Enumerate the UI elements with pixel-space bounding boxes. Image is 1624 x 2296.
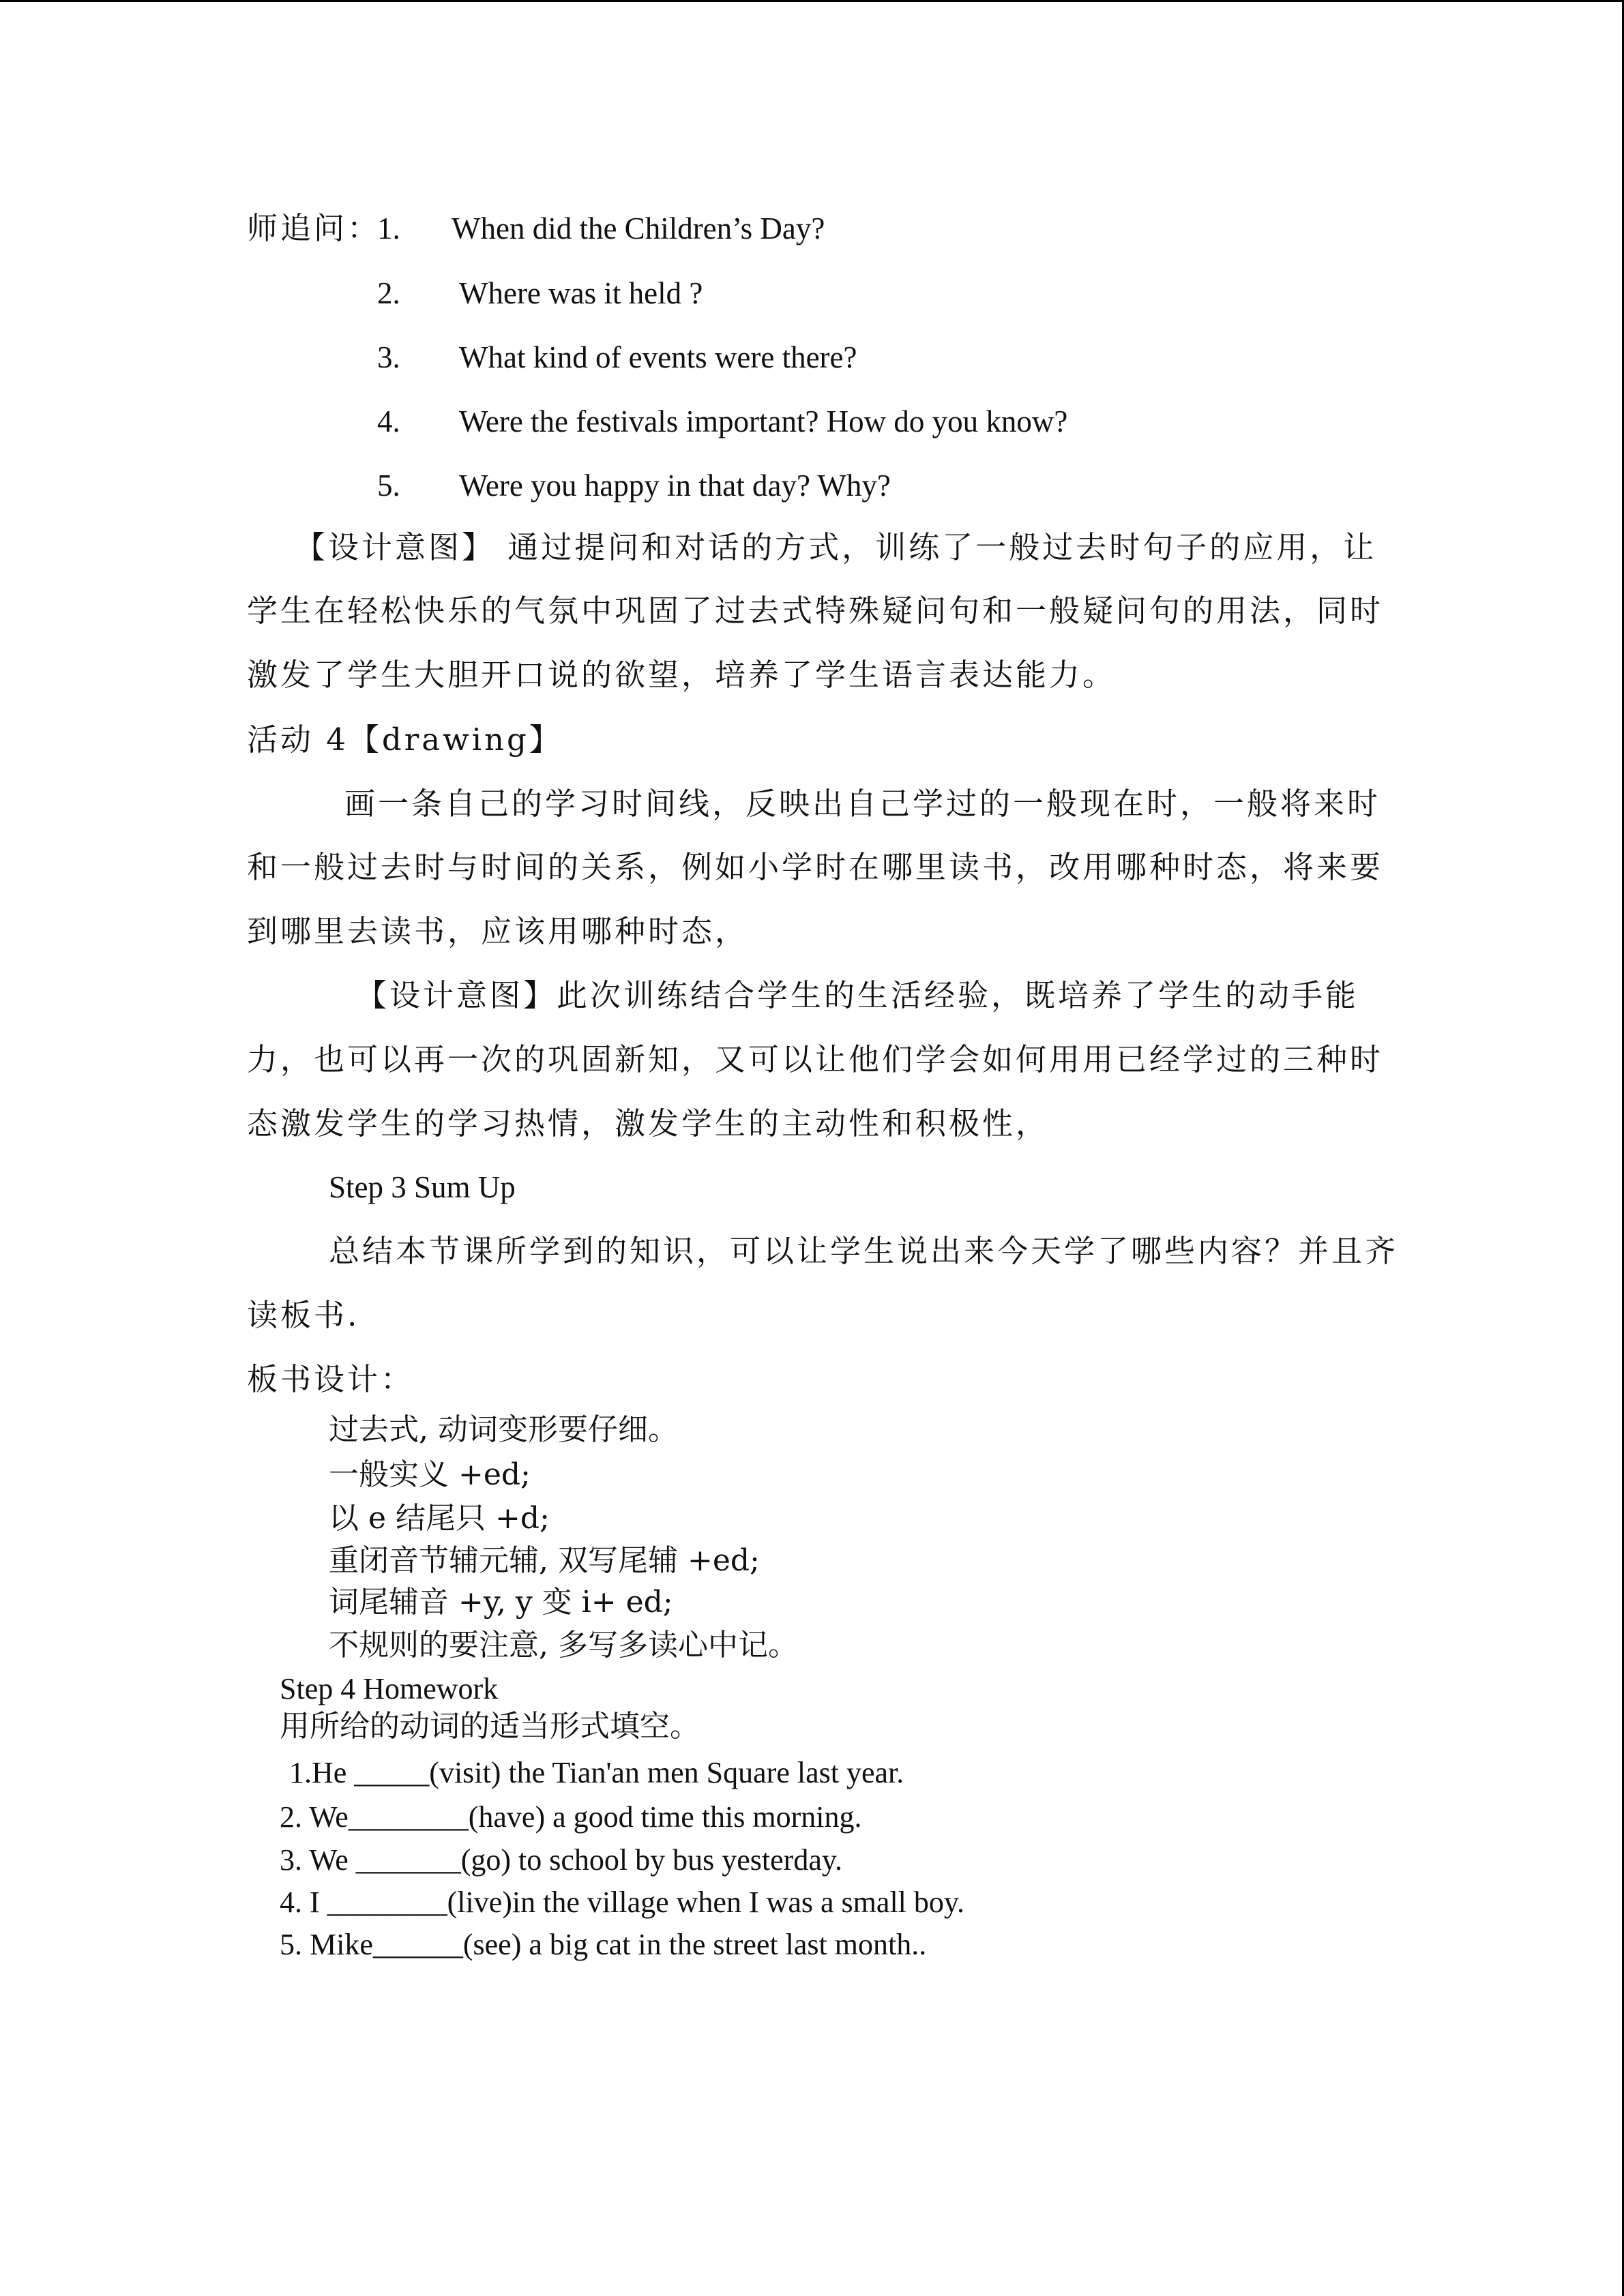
question-number: 3.	[377, 340, 400, 374]
question-text: When did the Children’s Day?	[452, 211, 825, 245]
step4-instruction: 用所给的动词的适当形式填空。	[280, 1709, 700, 1744]
step4-title: Step 4 Homework	[280, 1672, 499, 1705]
design-intent-line: 学生在轻松快乐的气氛中巩固了过去式特殊疑问句和一般疑问句的用法，同时	[247, 593, 1384, 629]
question-number: 2.	[377, 276, 400, 310]
step3-title: Step 3 Sum Up	[329, 1170, 516, 1204]
board-line: 不规则的要注意, 多写多读心中记。	[329, 1628, 798, 1663]
board-line: 一般实义 +ed;	[329, 1457, 531, 1492]
question-text: What kind of events were there?	[459, 340, 857, 374]
question-text: Where was it held ?	[459, 276, 703, 310]
homework-item: 2. We________(have) a good time this morning.	[280, 1800, 862, 1834]
question-number: 4.	[377, 404, 400, 438]
followup-prefix: 师追问：	[247, 210, 381, 246]
homework-item: 4. I ________(live)in the village when I was a small boy.	[280, 1885, 965, 1919]
question-text: Were you happy in that day? Why?	[459, 468, 891, 503]
activity4-line: 和一般过去时与时间的关系，例如小学时在哪里读书，改用哪种时态，将来要	[247, 849, 1384, 885]
homework-item: 5. Mike______(see) a big cat in the street last month..	[280, 1928, 927, 1961]
board-line: 词尾辅音 +y, y 变 i+ ed;	[329, 1585, 673, 1620]
question-text: Were the festivals important? How do you know?	[459, 404, 1068, 438]
question-number: 5.	[377, 468, 400, 503]
design-intent-line: 激发了学生大胆开口说的欲望，培养了学生语言表达能力。	[247, 657, 1117, 693]
design-intent-line: 力，也可以再一次的巩固新知，又可以让他们学会如何用用已经学过的三种时	[247, 1041, 1384, 1077]
design-intent-line: 【设计意图】 通过提问和对话的方式，训练了一般过去时句子的应用，让	[295, 529, 1377, 565]
design-intent-line: 【设计意图】此次训练结合学生的生活经验，既培养了学生的动手能	[356, 977, 1359, 1013]
board-line: 以 e 结尾只 +d;	[329, 1501, 550, 1536]
activity4-line: 画一条自己的学习时间线，反映出自己学过的一般现在时，一般将来时	[344, 786, 1381, 822]
design-intent-line: 态激发学生的学习热情，激发学生的主动性和积极性，	[247, 1105, 1050, 1142]
board-design-title: 板书设计：	[247, 1361, 415, 1397]
activity4-line: 到哪里去读书，应该用哪种时态，	[247, 913, 749, 949]
step3-line: 总结本节课所学到的知识，可以让学生说出来今天学了哪些内容？并且齐	[329, 1233, 1399, 1269]
homework-item: 1.He _____(visit) the Tian'an men Square last year.	[289, 1756, 904, 1789]
board-line: 过去式, 动词变形要仔细。	[329, 1412, 678, 1447]
step3-line: 读板书.	[247, 1297, 360, 1333]
homework-item: 3. We _______(go) to school by bus yesterday.	[280, 1843, 842, 1877]
activity4-title: 活动 4【drawing】	[247, 721, 563, 758]
question-number: 1.	[377, 211, 400, 245]
board-line: 重闭音节辅元辅, 双写尾辅 +ed;	[329, 1543, 760, 1578]
